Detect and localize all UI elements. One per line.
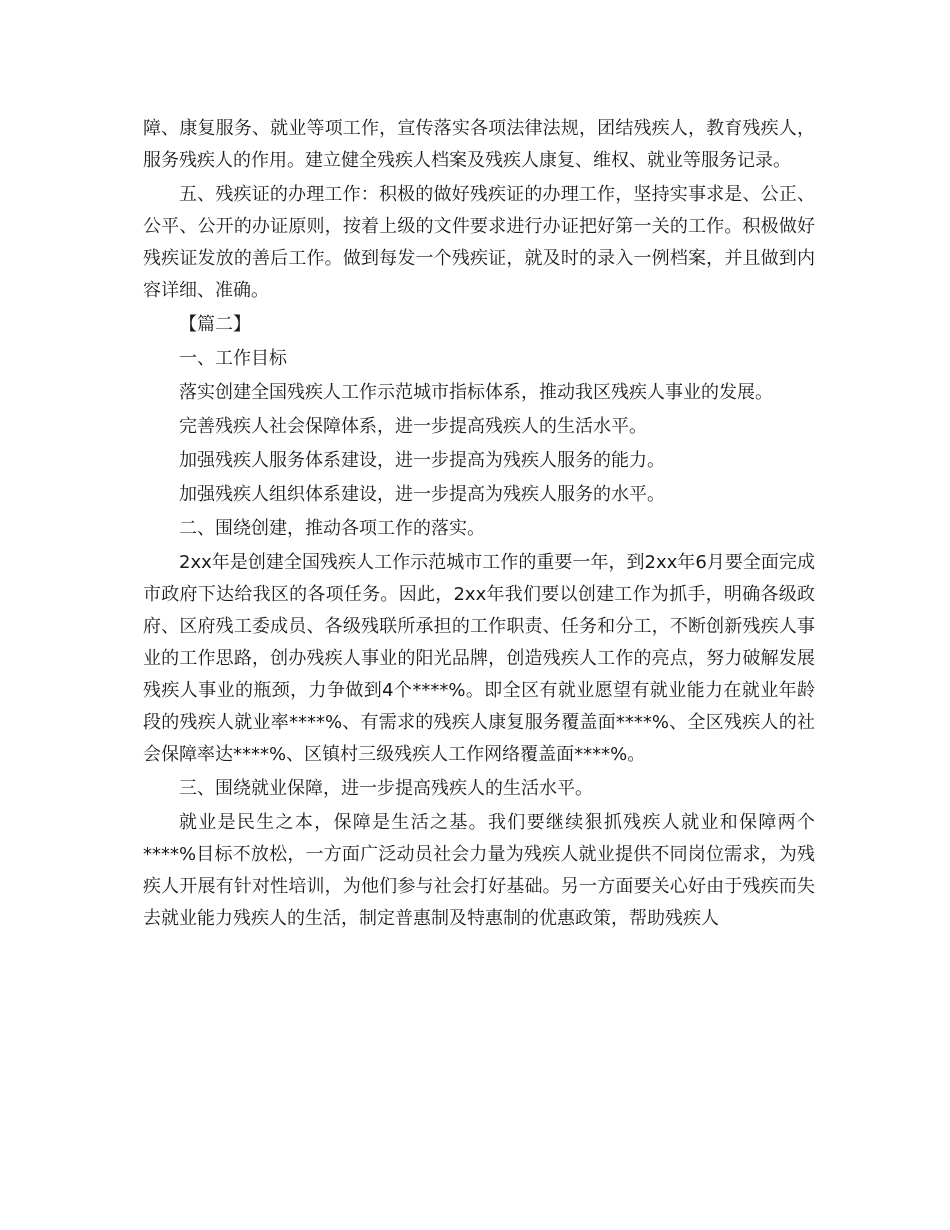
paragraph: 加强残疾人服务体系建设，进一步提高为残疾人服务的能力。 xyxy=(179,450,665,471)
section-heading: 三、围绕就业保障，进一步提高残疾人的生活水平。 xyxy=(179,778,593,799)
section-heading: 【篇二】 xyxy=(179,314,251,335)
document-body xyxy=(143,113,815,937)
paragraph: 障、康复服务、就业等项工作，宣传落实各项法律法规，团结残疾人，教育残疾人，服务残疾人的作用。建立健全残疾人档案及残疾人康复、维权、就业等服务记录。 xyxy=(143,118,815,171)
section-heading: 一、工作目标 xyxy=(179,348,287,369)
section-heading: 二、围绕创建，推动各项工作的落实。 xyxy=(179,518,485,539)
paragraph: 完善残疾人社会保障体系，进一步提高残疾人的生活水平。 xyxy=(179,416,647,437)
paragraph: 落实创建全国残疾人工作示范城市指标体系，推动我区残疾人事业的发展。 xyxy=(179,382,773,403)
paragraph: 加强残疾人组织体系建设，进一步提高为残疾人服务的水平。 xyxy=(179,484,665,505)
paragraph: 2xx年是创建全国残疾人工作示范城市工作的重要一年，到2xx年6月要全面完成市政府下达给我区的各项任务。因此，2xx年我们要以创建工作为抓手，明确各级政府、区府残工委成员、各级残联所承担的工作职责、任务和分工，不断创新残疾人事业的工作思路，创办残疾人事业的阳光品牌，创造残疾人工作的亮点，努力破解发展残疾人事业的瓶颈，力争做到4个****%。即全区有就业愿望有就业能力在就业年龄段的残疾人就业率****%、有需求的残疾人康复服务覆盖面****%、全区残疾人的社会保障率达****%、区镇村三级残疾人工作网络覆盖面****%。 xyxy=(143,552,815,765)
paragraph: 五、残疾证的办理工作：积极的做好残疾证的办理工作，坚持实事求是、公正、公平、公开的办证原则，按着上级的文件要求进行办证把好第一关的工作。积极做好残疾证发放的善后工作。做到每发一个残疾证，就及时的录入一例档案，并且做到内容详细、准确。 xyxy=(143,184,815,301)
paragraph: 就业是民生之本，保障是生活之基。我们要继续狠抓残疾人就业和保障两个****%目标不放松，一方面广泛动员社会力量为残疾人就业提供不同岗位需求，为残疾人开展有针对性培训，为他们参与社会打好基础。另一方面要关心好由于残疾而失去就业能力残疾人的生活，制定普惠制及特惠制的优惠政策，帮助残疾人 xyxy=(143,812,815,929)
